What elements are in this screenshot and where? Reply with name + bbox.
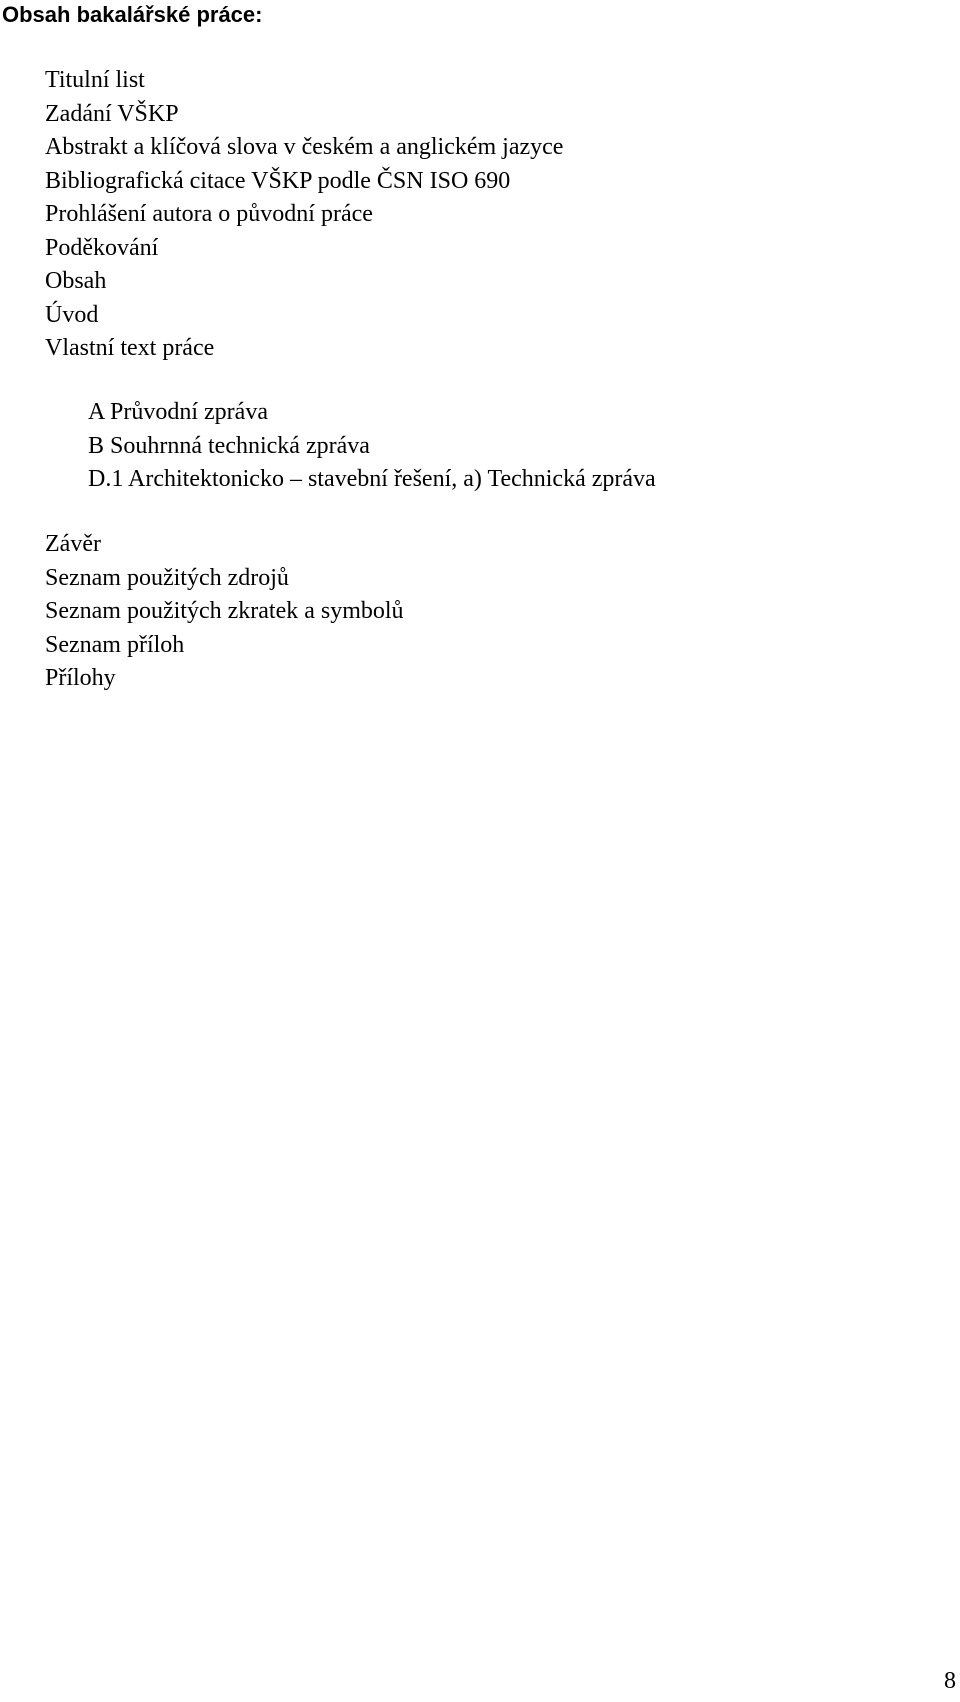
toc-item-vlastni-text: Vlastní text práce	[45, 335, 215, 361]
page-number: 8	[944, 1668, 956, 1694]
toc-end-list	[45, 528, 404, 696]
toc-item-bibliograficka-citace: Bibliografická citace VŠKP podle ČSN ISO 690	[45, 167, 511, 194]
toc-item-zadani: Zadání VŠKP	[45, 100, 179, 127]
toc-sub-item-b: B Souhrnná technická zpráva	[88, 432, 370, 459]
toc-item-titulni-list: Titulní list	[45, 67, 145, 93]
toc-sub-item-a: A Průvodní zpráva	[88, 399, 268, 425]
toc-item-podekovani: Poděkování	[45, 234, 159, 261]
toc-item-seznam-zkratek: Seznam použitých zkratek a symbolů	[45, 598, 404, 624]
toc-item-seznam-priloh: Seznam příloh	[45, 631, 185, 658]
toc-item-prilohy: Přílohy	[45, 665, 116, 691]
toc-item-abstrakt: Abstrakt a klíčová slova v českém a anglickém jazyce	[45, 134, 564, 160]
toc-item-obsah: Obsah	[45, 268, 107, 294]
toc-item-uvod: Úvod	[45, 301, 99, 328]
toc-main-list	[45, 64, 563, 366]
toc-item-seznam-zdroju: Seznam použitých zdrojů	[45, 564, 289, 591]
toc-sub-item-d1: D.1 Architektonicko – stavební řešení, a) Technická zpráva	[88, 466, 656, 492]
toc-sub-list	[88, 396, 656, 497]
page-title: Obsah bakalářské práce:	[2, 2, 263, 27]
toc-item-prohlaseni: Prohlášení autora o původní práce	[45, 201, 373, 227]
toc-item-zaver: Závěr	[45, 531, 101, 557]
